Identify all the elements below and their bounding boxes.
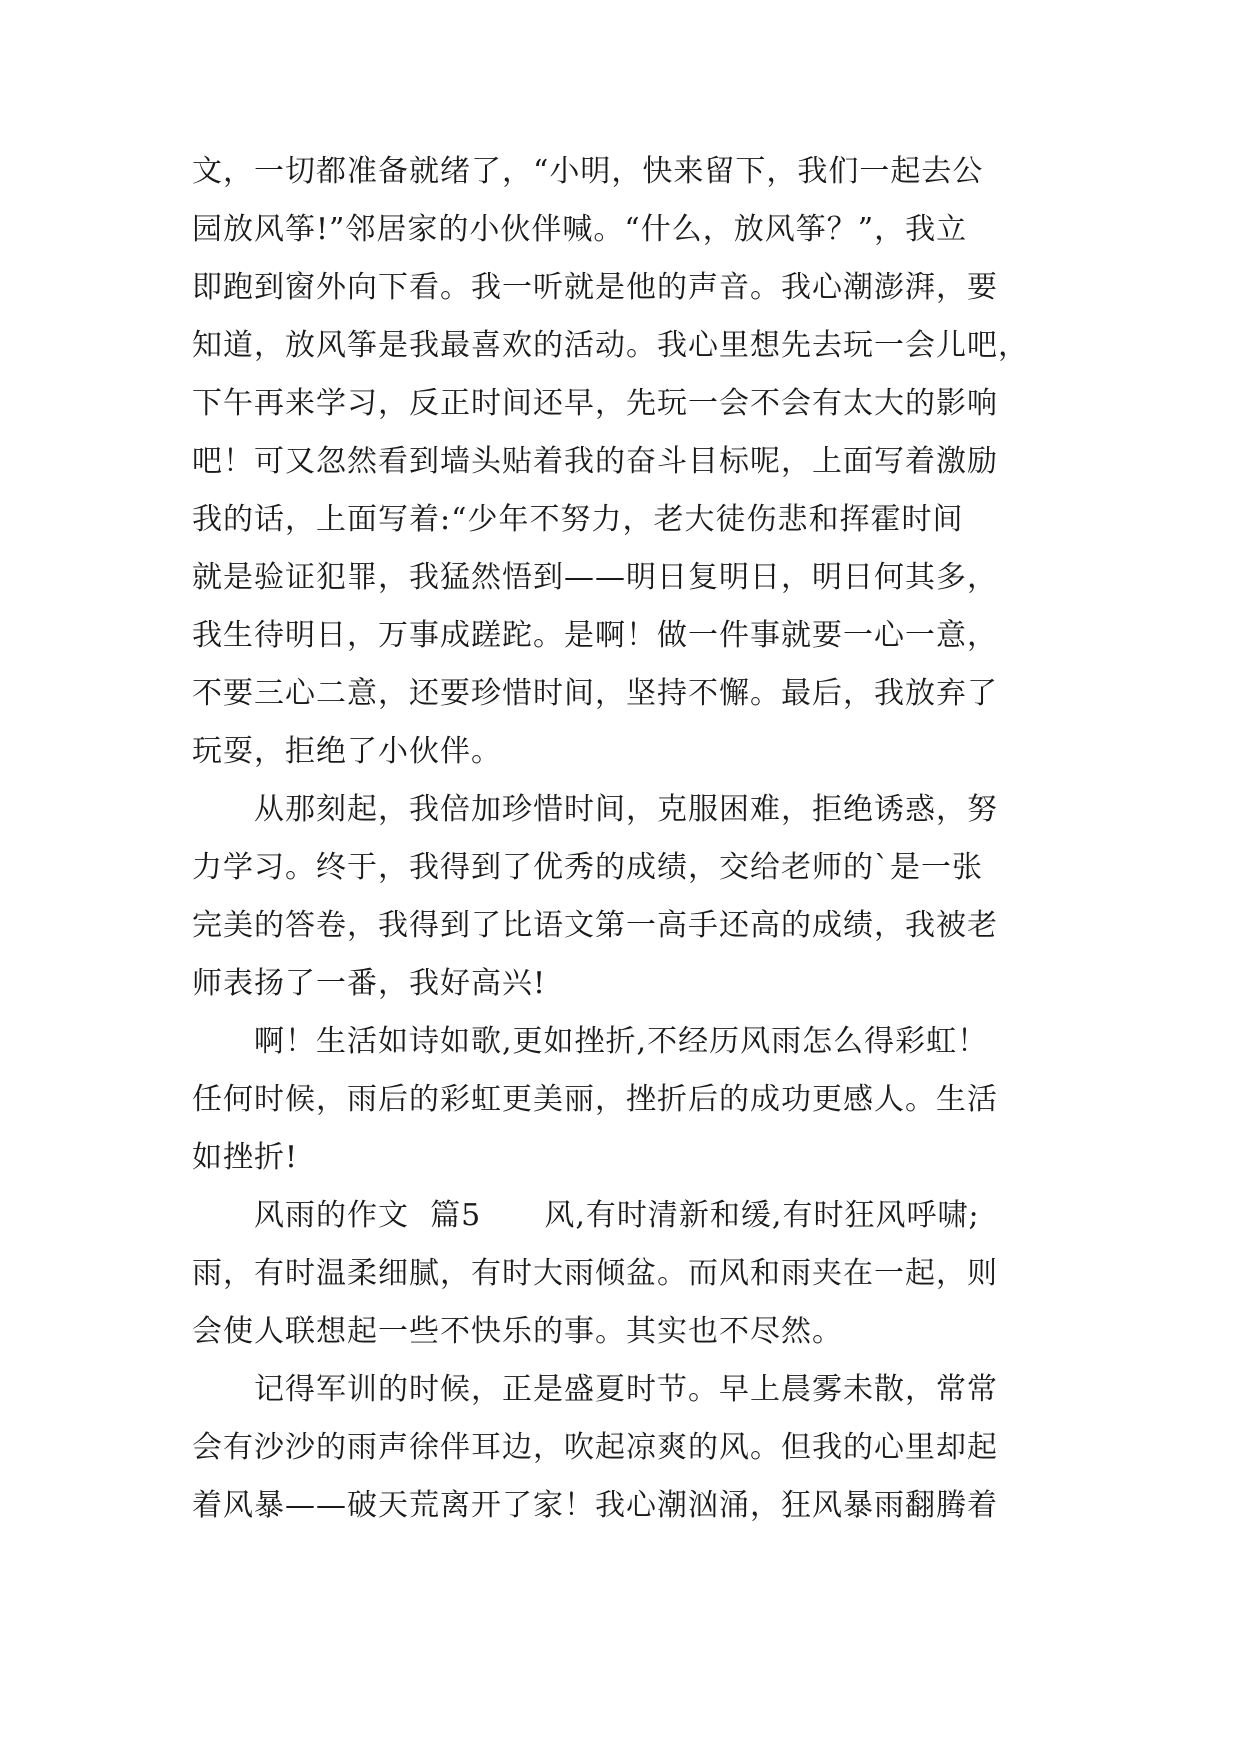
text-line: 雨，有时温柔细腻，有时大雨倾盆。而风和雨夹在一起，则 <box>192 1256 998 1291</box>
text-line: 会有沙沙的雨声徐伴耳边，吹起凉爽的风。但我的心里却起 <box>192 1430 998 1465</box>
text-line: 完美的答卷，我得到了比语文第一高手还高的成绩，我被老 <box>192 908 998 943</box>
text-line: 任何时候，雨后的彩虹更美丽，挫折后的成功更感人。生活 <box>192 1082 998 1117</box>
text-line: 我生待明日，万事成蹉跎。是啊！做一件事就要一心一意， <box>192 618 998 653</box>
paragraph-first-line: 记得军训的时候，正是盛夏时节。早上晨雾未散，常常 <box>254 1372 998 1407</box>
text-line: 我的话，上面写着:“少年不努力，老大徒伤悲和挥霍时间 <box>192 502 964 537</box>
paragraph-first-line: 从那刻起，我倍加珍惜时间，克服困难，拒绝诱惑，努 <box>254 792 998 827</box>
paragraph-first-line: 啊！生活如诗如歌,更如挫折,不经历风雨怎么得彩虹！ <box>254 1024 989 1059</box>
text-line: 力学习。终于，我得到了优秀的成绩，交给老师的`是一张 <box>192 850 983 885</box>
text-line: 下午再来学习，反正时间还早，先玩一会不会有太大的影响 <box>192 386 998 421</box>
text-line: 师表扬了一番，我好高兴! <box>192 966 547 1001</box>
section-heading-line: 风雨的作文 篇5 风,有时清新和缓,有时狂风呼啸; <box>254 1198 980 1233</box>
text-line: 玩耍，拒绝了小伙伴。 <box>192 734 502 769</box>
text-line: 知道，放风筝是我最喜欢的活动。我心里想先去玩一会儿吧， <box>192 328 1029 363</box>
text-line: 吧！可又忽然看到墙头贴着我的奋斗目标呢，上面写着激励 <box>192 444 998 479</box>
text-line: 会使人联想起一些不快乐的事。其实也不尽然。 <box>192 1314 843 1349</box>
text-line: 就是验证犯罪，我猛然悟到——明日复明日，明日何其多， <box>192 560 998 595</box>
text-line: 文，一切都准备就绪了，“小明，快来留下，我们一起去公 <box>192 154 984 189</box>
text-line: 如挫折! <box>192 1140 299 1175</box>
text-line: 着风暴——破天荒离开了家！我心潮汹涌，狂风暴雨翻腾着 <box>192 1488 998 1523</box>
text-line: 不要三心二意，还要珍惜时间，坚持不懈。最后，我放弃了 <box>192 676 998 711</box>
document-body <box>192 143 1062 1535</box>
text-line: 园放风筝!”邻居家的小伙伴喊。“什么，放风筝？”，我立 <box>192 212 968 247</box>
text-line: 即跑到窗外向下看。我一听就是他的声音。我心潮澎湃，要 <box>192 270 998 305</box>
